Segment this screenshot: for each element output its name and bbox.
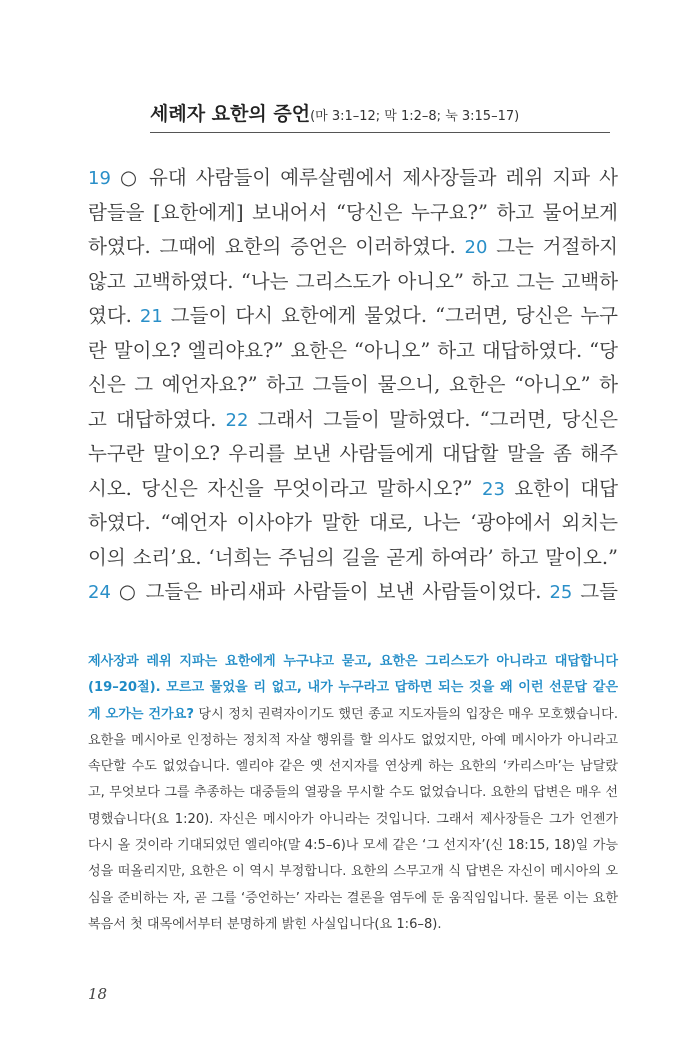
- verse-number: 20: [464, 237, 488, 258]
- verse-text: 그래서 그들이 말하였다. “그러면, 당신은: [248, 407, 618, 431]
- verse-number: 23: [482, 478, 505, 500]
- commentary-question: 제사장과 레위 지파는 요한에게 누구냐고 묻고, 요한은 그리스도가 아니라고 대답합니다(19–20절). 모르고 물었을 리 없고, 내가 누구라고 답하면 되는 것을 왜 이런 선문답 같은 게 오가는 건가요?: [88, 654, 618, 722]
- scripture-line: [88, 230, 618, 265]
- scripture-line: [88, 541, 618, 576]
- scripture-line: [88, 265, 618, 300]
- section-title: 세례자 요한의 증언: [150, 103, 311, 125]
- verse-text: 이의 소리’요. ‘너희는 주님의 길을 곧게 하여라’ 하고 말이오.”: [88, 545, 618, 569]
- verse-text: 그는 거절하지: [487, 235, 618, 258]
- verse-text: 시오. 당신은 자신을 무엇이라고 말하시오?”: [88, 476, 483, 500]
- scripture-line: [88, 299, 618, 334]
- verse-text: 였다.: [88, 304, 140, 327]
- verse-text: 람들을 [요한에게] 보내어서 “당신은 누구요?” 하고 물어보게: [88, 200, 618, 224]
- scripture-line: [88, 161, 618, 196]
- verse-number: 19: [88, 168, 111, 189]
- scripture-line: [88, 506, 618, 541]
- verse-text: 않고 고백하였다. “나는 그리스도가 아니오” 하고 그는 고백하: [88, 269, 618, 293]
- commentary-paragraph: [88, 649, 618, 938]
- verse-text: 그들이 다시 요한에게 물었다. “그러면, 당신은 누구: [162, 304, 618, 327]
- verse-text: 하였다. “예언자 이사야가 말한 대로, 나는 ‘광야에서 외치는: [88, 511, 618, 534]
- commentary-body: 당시 정치 권력자이기도 했던 종교 지도자들의 입장은 매우 모호했습니다. 요한을 메시아로 인정하는 정치적 자살 행위를 할 의사도 없었지만, 아예 메시아가 아니라고 속단할 수도 없었습니다. 엘리야 같은 옛 선지자를 연상케 하는 요한의 ‘카리스마’는 남달랐고, 무엇보다 그를 추종하는 대중들의 열광을 무시할 수도 없었습니다. 요한의 답변은 매우 선명했습니다(요 1:20). 자신은 메시아가 아니라는 것입니다. 그래서 제사장들은 그가 언젠가 다시 올 것이라 기대되었던 엘리야(말 4:5–6)나 모세 같은 ‘그 선지자’(신 18:15, 18)일 가능성을 떠올리지만, 요한은 이 역시 부정합니다. 요한의 스무고개 식 답변은 자신이 메시아의 오심을 준비하는 자, 곧 그를 ‘증언하는’ 자라는 결론을 염두에 둔 움직임입니다. 물론 이는 요한복음서 첫 대목에서부터 분명하게 밝힌 사실입니다(요 1:6–8).: [88, 706, 618, 932]
- verse-text: 누구란 말이오? 우리를 보낸 사람들에게 대답할 말을 좀 해주: [88, 442, 618, 465]
- verse-text: ○ 유대 사람들이 예루살렘에서 제사장들과 레위 지파 사: [110, 166, 618, 189]
- verse-text: 란 말이오? 엘리야요?” 요한은 “아니오” 하고 대답하였다. “당: [88, 338, 618, 362]
- scripture-line: [88, 196, 618, 231]
- verse-text: 신은 그 예언자요?” 하고 그들이 물으니, 요한은 “아니오” 하: [88, 373, 618, 396]
- scripture-passage: [88, 161, 618, 610]
- verse-number: 22: [225, 409, 249, 431]
- scripture-line: [88, 334, 618, 369]
- scripture-line: [88, 472, 618, 507]
- section-heading: [150, 99, 610, 133]
- verse-text: ○ 그들은 바리새파 사람들이 보낸 사람들이었다.: [110, 580, 550, 603]
- scripture-reference: (마 3:1–12; 막 1:2–8; 눅 3:15–17): [310, 109, 520, 124]
- verse-text: 요한이 대답: [504, 476, 618, 500]
- scripture-line: [88, 403, 618, 438]
- verse-number: 25: [549, 582, 573, 603]
- verse-text: 그들: [572, 580, 619, 603]
- verse-number: 24: [88, 582, 111, 603]
- scripture-line: [88, 575, 618, 610]
- verse-text: 하였다. 그때에 요한의 증언은 이러하였다.: [88, 235, 465, 258]
- verse-number: 21: [139, 306, 163, 327]
- scripture-line: [88, 437, 618, 472]
- verse-text: 고 대답하였다.: [88, 407, 226, 431]
- scripture-line: [88, 368, 618, 403]
- page-number: 18: [88, 985, 108, 1003]
